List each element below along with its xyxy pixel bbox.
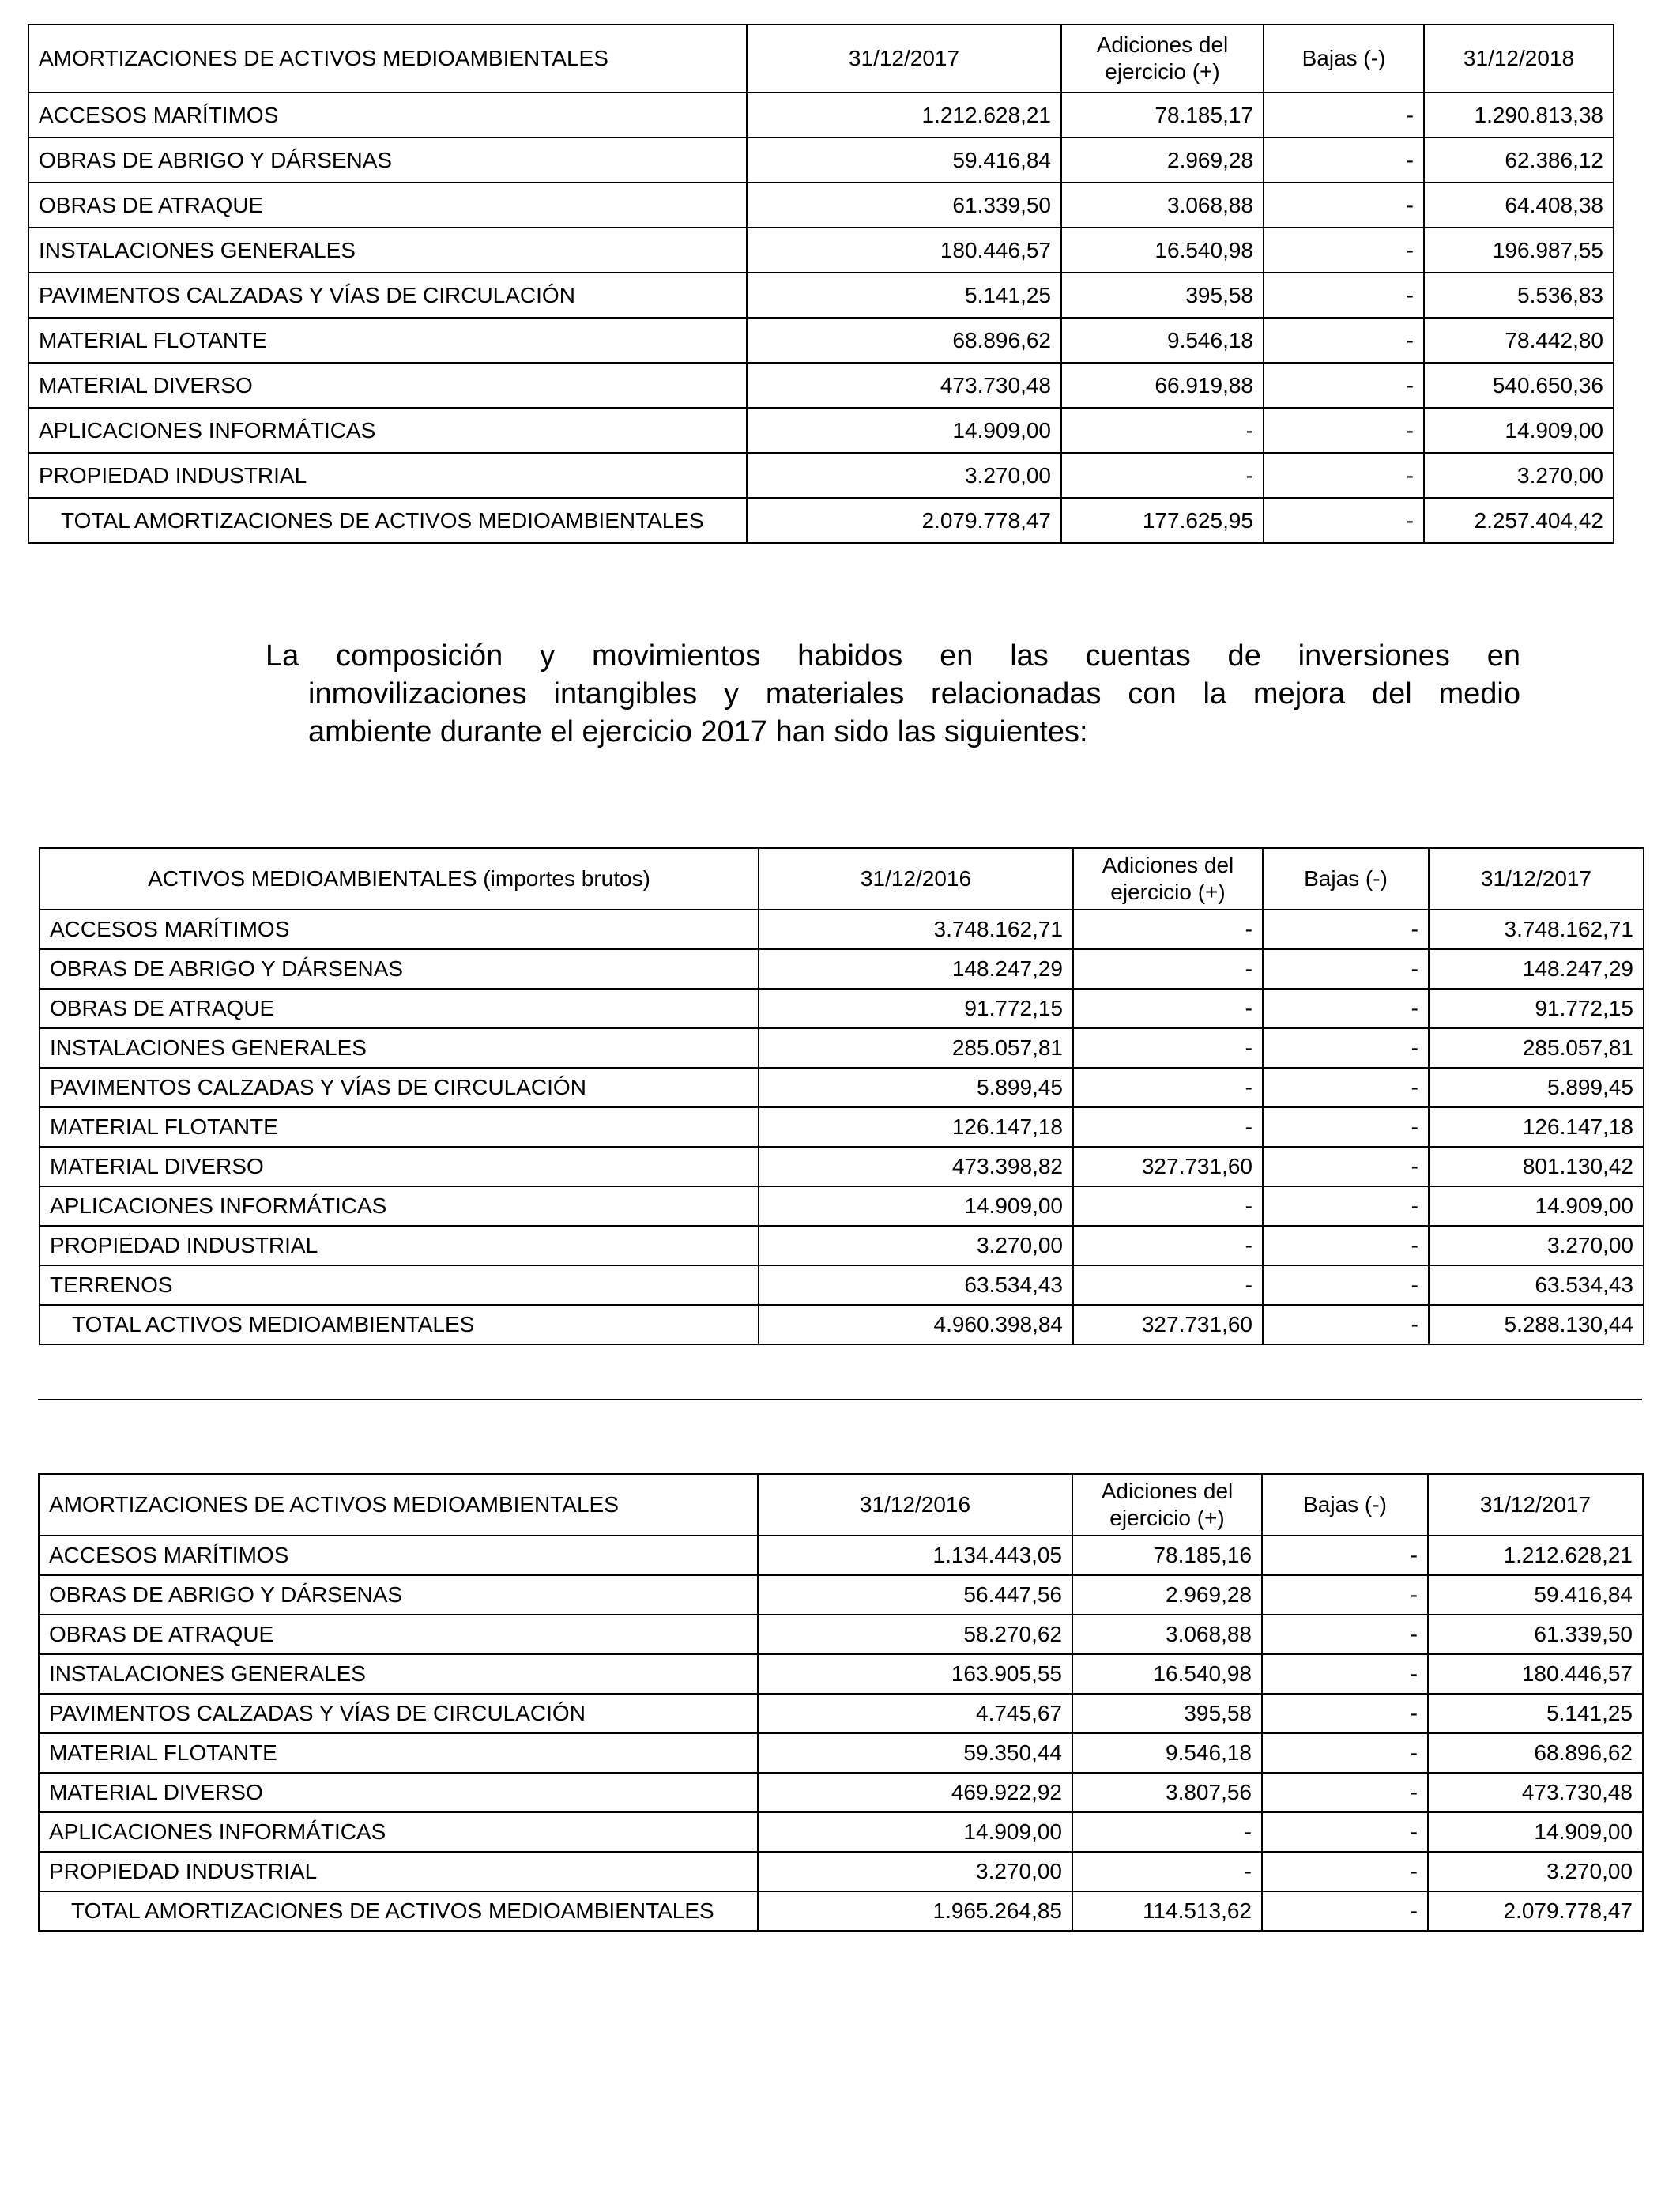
value-cell: 14.909,00 — [1424, 408, 1614, 453]
table-header-row — [40, 848, 1644, 910]
table-row — [39, 1575, 1643, 1615]
value-cell: 68.896,62 — [1428, 1733, 1643, 1773]
value-cell: - — [1073, 1068, 1263, 1107]
value-cell: 148.247,29 — [1429, 949, 1644, 989]
value-cell: - — [1264, 228, 1424, 273]
table-header-row — [39, 1474, 1643, 1536]
value-cell: - — [1262, 1852, 1428, 1891]
value-cell: 4.960.398,84 — [759, 1305, 1073, 1344]
row-label-cell: OBRAS DE ATRAQUE — [28, 183, 747, 228]
table-row — [39, 1773, 1643, 1812]
column-header: Adiciones del ejercicio (+) — [1061, 25, 1264, 92]
value-cell: 91.772,15 — [759, 989, 1073, 1028]
value-cell: 78.442,80 — [1424, 318, 1614, 363]
table-row — [39, 1852, 1643, 1891]
composition-paragraph — [266, 637, 1520, 751]
row-label-cell: MATERIAL DIVERSO — [40, 1147, 759, 1186]
value-cell: 5.141,25 — [1428, 1694, 1643, 1733]
value-cell: - — [1073, 949, 1263, 989]
value-cell: 177.625,95 — [1061, 498, 1264, 543]
value-cell: 2.969,28 — [1061, 138, 1264, 183]
value-cell: 78.185,16 — [1072, 1536, 1262, 1575]
value-cell: 327.731,60 — [1073, 1305, 1263, 1344]
table-row — [28, 318, 1614, 363]
table-row — [28, 92, 1614, 138]
value-cell: - — [1262, 1615, 1428, 1654]
section-divider — [38, 1399, 1642, 1400]
table-row — [40, 949, 1644, 989]
value-cell: - — [1073, 1265, 1263, 1305]
value-cell: 1.134.443,05 — [758, 1536, 1072, 1575]
row-label-cell: PAVIMENTOS CALZADAS Y VÍAS DE CIRCULACIÓN — [40, 1068, 759, 1107]
value-cell: 2.969,28 — [1072, 1575, 1262, 1615]
row-label-cell: MATERIAL FLOTANTE — [39, 1733, 758, 1773]
value-cell: - — [1072, 1812, 1262, 1852]
column-header: 31/12/2017 — [1429, 848, 1644, 910]
column-header: Bajas (-) — [1264, 25, 1424, 92]
value-cell: 59.350,44 — [758, 1733, 1072, 1773]
row-label-cell: INSTALACIONES GENERALES — [40, 1028, 759, 1068]
value-cell: 63.534,43 — [759, 1265, 1073, 1305]
value-cell: 9.546,18 — [1072, 1733, 1262, 1773]
row-label-cell: INSTALACIONES GENERALES — [28, 228, 747, 273]
row-label-cell: MATERIAL FLOTANTE — [40, 1107, 759, 1147]
value-cell: 64.408,38 — [1424, 183, 1614, 228]
value-cell: - — [1263, 1107, 1429, 1147]
value-cell: 180.446,57 — [747, 228, 1061, 273]
row-label-cell: APLICACIONES INFORMÁTICAS — [40, 1186, 759, 1226]
value-cell: 285.057,81 — [1429, 1028, 1644, 1068]
table-row — [28, 138, 1614, 183]
value-cell: 1.290.813,38 — [1424, 92, 1614, 138]
value-cell: - — [1263, 1305, 1429, 1344]
value-cell: 148.247,29 — [759, 949, 1073, 989]
table-row — [40, 910, 1644, 949]
row-label-cell: ACCESOS MARÍTIMOS — [39, 1536, 758, 1575]
table-row — [28, 228, 1614, 273]
row-label-cell: OBRAS DE ABRIGO Y DÁRSENAS — [28, 138, 747, 183]
row-label-cell: ACCESOS MARÍTIMOS — [28, 92, 747, 138]
row-label-cell: OBRAS DE ABRIGO Y DÁRSENAS — [40, 949, 759, 989]
value-cell: 3.748.162,71 — [1429, 910, 1644, 949]
value-cell: - — [1073, 1186, 1263, 1226]
value-cell: 3.270,00 — [1424, 453, 1614, 498]
value-cell: 163.905,55 — [758, 1654, 1072, 1694]
table-row — [40, 1186, 1644, 1226]
column-header: 31/12/2016 — [759, 848, 1073, 910]
value-cell: 14.909,00 — [758, 1812, 1072, 1852]
table-row — [40, 1147, 1644, 1186]
row-label-cell: PAVIMENTOS CALZADAS Y VÍAS DE CIRCULACIÓN — [39, 1694, 758, 1733]
table-row — [39, 1654, 1643, 1694]
column-header: 31/12/2017 — [747, 25, 1061, 92]
value-cell: 473.730,48 — [747, 363, 1061, 408]
value-cell: 16.540,98 — [1061, 228, 1264, 273]
value-cell: - — [1264, 363, 1424, 408]
value-cell: 59.416,84 — [747, 138, 1061, 183]
value-cell: 395,58 — [1061, 273, 1264, 318]
value-cell: - — [1263, 910, 1429, 949]
table-row — [40, 989, 1644, 1028]
value-cell: - — [1262, 1773, 1428, 1812]
value-cell: 14.909,00 — [759, 1186, 1073, 1226]
value-cell: - — [1263, 1147, 1429, 1186]
value-cell: 473.398,82 — [759, 1147, 1073, 1186]
value-cell: 5.899,45 — [759, 1068, 1073, 1107]
value-cell: - — [1263, 1226, 1429, 1265]
value-cell: 5.899,45 — [1429, 1068, 1644, 1107]
value-cell: - — [1263, 1068, 1429, 1107]
table-row — [28, 273, 1614, 318]
value-cell: - — [1263, 1028, 1429, 1068]
value-cell: 1.212.628,21 — [1428, 1536, 1643, 1575]
value-cell: - — [1061, 453, 1264, 498]
value-cell: 327.731,60 — [1073, 1147, 1263, 1186]
value-cell: 14.909,00 — [1429, 1186, 1644, 1226]
value-cell: - — [1262, 1654, 1428, 1694]
value-cell: 126.147,18 — [1429, 1107, 1644, 1147]
value-cell: 2.079.778,47 — [1428, 1891, 1643, 1931]
value-cell: 56.447,56 — [758, 1575, 1072, 1615]
total-row — [39, 1891, 1643, 1931]
value-cell: 395,58 — [1072, 1694, 1262, 1733]
column-header: Bajas (-) — [1263, 848, 1429, 910]
value-cell: - — [1264, 318, 1424, 363]
column-header: Adiciones del ejercicio (+) — [1073, 848, 1263, 910]
row-label-cell: PROPIEDAD INDUSTRIAL — [40, 1226, 759, 1265]
value-cell: 114.513,62 — [1072, 1891, 1262, 1931]
amortizaciones-2018-table — [28, 24, 1614, 544]
value-cell: 126.147,18 — [759, 1107, 1073, 1147]
value-cell: 68.896,62 — [747, 318, 1061, 363]
value-cell: 4.745,67 — [758, 1694, 1072, 1733]
value-cell: 9.546,18 — [1061, 318, 1264, 363]
value-cell: 14.909,00 — [1428, 1812, 1643, 1852]
value-cell: 196.987,55 — [1424, 228, 1614, 273]
value-cell: 16.540,98 — [1072, 1654, 1262, 1694]
table-header-row — [28, 25, 1614, 92]
value-cell: 61.339,50 — [747, 183, 1061, 228]
value-cell: - — [1262, 1694, 1428, 1733]
table-row — [39, 1812, 1643, 1852]
table-row — [39, 1615, 1643, 1654]
row-label-cell: OBRAS DE ABRIGO Y DÁRSENAS — [39, 1575, 758, 1615]
value-cell: 58.270,62 — [758, 1615, 1072, 1654]
row-label-cell: ACCESOS MARÍTIMOS — [40, 910, 759, 949]
value-cell: - — [1263, 1265, 1429, 1305]
row-label-cell: TOTAL ACTIVOS MEDIOAMBIENTALES — [40, 1305, 759, 1344]
row-label-cell: OBRAS DE ATRAQUE — [39, 1615, 758, 1654]
table-row — [39, 1733, 1643, 1773]
value-cell: 78.185,17 — [1061, 92, 1264, 138]
paragraph-line: La composición y movimientos habidos en las cuentas de inversiones en — [266, 639, 1520, 673]
row-label-cell: PAVIMENTOS CALZADAS Y VÍAS DE CIRCULACIÓN — [28, 273, 747, 318]
table-row — [39, 1536, 1643, 1575]
value-cell: 473.730,48 — [1428, 1773, 1643, 1812]
value-cell: - — [1061, 408, 1264, 453]
value-cell: 3.270,00 — [1429, 1226, 1644, 1265]
value-cell: - — [1264, 498, 1424, 543]
value-cell: 61.339,50 — [1428, 1615, 1643, 1654]
value-cell: 2.257.404,42 — [1424, 498, 1614, 543]
row-label-cell: INSTALACIONES GENERALES — [39, 1654, 758, 1694]
value-cell: 63.534,43 — [1429, 1265, 1644, 1305]
row-label-cell: MATERIAL FLOTANTE — [28, 318, 747, 363]
value-cell: - — [1263, 1186, 1429, 1226]
column-header: Bajas (-) — [1262, 1474, 1428, 1536]
row-label-cell: APLICACIONES INFORMÁTICAS — [39, 1812, 758, 1852]
row-label-cell: TOTAL AMORTIZACIONES DE ACTIVOS MEDIOAMBIENTALES — [39, 1891, 758, 1931]
column-header: 31/12/2018 — [1424, 25, 1614, 92]
value-cell: - — [1262, 1536, 1428, 1575]
value-cell: - — [1073, 1028, 1263, 1068]
table-row — [28, 183, 1614, 228]
table-row — [39, 1694, 1643, 1733]
value-cell: - — [1072, 1852, 1262, 1891]
value-cell: 3.270,00 — [758, 1852, 1072, 1891]
value-cell: 14.909,00 — [747, 408, 1061, 453]
value-cell: - — [1263, 989, 1429, 1028]
paragraph-line: inmovilizaciones intangibles y materiales relacionadas con la mejora del medio — [308, 677, 1520, 711]
value-cell: 3.270,00 — [1428, 1852, 1643, 1891]
value-cell: - — [1262, 1812, 1428, 1852]
column-header: 31/12/2016 — [758, 1474, 1072, 1536]
value-cell: 5.141,25 — [747, 273, 1061, 318]
column-header: ACTIVOS MEDIOAMBIENTALES (importes brutos) — [40, 848, 759, 910]
column-header: AMORTIZACIONES DE ACTIVOS MEDIOAMBIENTALES — [28, 25, 747, 92]
row-label-cell: OBRAS DE ATRAQUE — [40, 989, 759, 1028]
value-cell: 3.748.162,71 — [759, 910, 1073, 949]
value-cell: - — [1264, 183, 1424, 228]
value-cell: 91.772,15 — [1429, 989, 1644, 1028]
value-cell: 2.079.778,47 — [747, 498, 1061, 543]
row-label-cell: APLICACIONES INFORMÁTICAS — [28, 408, 747, 453]
value-cell: 66.919,88 — [1061, 363, 1264, 408]
table-row — [28, 363, 1614, 408]
row-label-cell: MATERIAL DIVERSO — [39, 1773, 758, 1812]
row-label-cell: TOTAL AMORTIZACIONES DE ACTIVOS MEDIOAMBIENTALES — [28, 498, 747, 543]
value-cell: - — [1073, 989, 1263, 1028]
value-cell: - — [1262, 1733, 1428, 1773]
value-cell: 59.416,84 — [1428, 1575, 1643, 1615]
paragraph-line: ambiente durante el ejercicio 2017 han sido las siguientes: — [308, 715, 1088, 748]
value-cell: 5.288.130,44 — [1429, 1305, 1644, 1344]
value-cell: - — [1264, 453, 1424, 498]
value-cell: 62.386,12 — [1424, 138, 1614, 183]
value-cell: 540.650,36 — [1424, 363, 1614, 408]
value-cell: - — [1073, 910, 1263, 949]
column-header: 31/12/2017 — [1428, 1474, 1643, 1536]
table-row — [40, 1107, 1644, 1147]
value-cell: 469.922,92 — [758, 1773, 1072, 1812]
table-row — [40, 1068, 1644, 1107]
value-cell: 5.536,83 — [1424, 273, 1614, 318]
value-cell: - — [1262, 1575, 1428, 1615]
value-cell: 180.446,57 — [1428, 1654, 1643, 1694]
row-label-cell: MATERIAL DIVERSO — [28, 363, 747, 408]
value-cell: 801.130,42 — [1429, 1147, 1644, 1186]
value-cell: - — [1264, 273, 1424, 318]
activos-medioambientales-2017-table — [39, 847, 1644, 1345]
value-cell: - — [1263, 949, 1429, 989]
value-cell: 3.270,00 — [759, 1226, 1073, 1265]
table-row — [28, 453, 1614, 498]
amortizaciones-2017-table — [38, 1473, 1644, 1932]
value-cell: 1.212.628,21 — [747, 92, 1061, 138]
total-row — [40, 1305, 1644, 1344]
row-label-cell: TERRENOS — [40, 1265, 759, 1305]
column-header: AMORTIZACIONES DE ACTIVOS MEDIOAMBIENTALES — [39, 1474, 758, 1536]
value-cell: - — [1073, 1107, 1263, 1147]
value-cell: - — [1262, 1891, 1428, 1931]
value-cell: 1.965.264,85 — [758, 1891, 1072, 1931]
total-row — [28, 498, 1614, 543]
value-cell: - — [1073, 1226, 1263, 1265]
table-row — [40, 1226, 1644, 1265]
row-label-cell: PROPIEDAD INDUSTRIAL — [39, 1852, 758, 1891]
value-cell: 3.270,00 — [747, 453, 1061, 498]
column-header: Adiciones del ejercicio (+) — [1072, 1474, 1262, 1536]
value-cell: - — [1264, 408, 1424, 453]
value-cell: 3.068,88 — [1061, 183, 1264, 228]
value-cell: 3.068,88 — [1072, 1615, 1262, 1654]
value-cell: - — [1264, 138, 1424, 183]
row-label-cell: PROPIEDAD INDUSTRIAL — [28, 453, 747, 498]
table-row — [40, 1265, 1644, 1305]
value-cell: 285.057,81 — [759, 1028, 1073, 1068]
value-cell: - — [1264, 92, 1424, 138]
table-row — [40, 1028, 1644, 1068]
table-row — [28, 408, 1614, 453]
value-cell: 3.807,56 — [1072, 1773, 1262, 1812]
